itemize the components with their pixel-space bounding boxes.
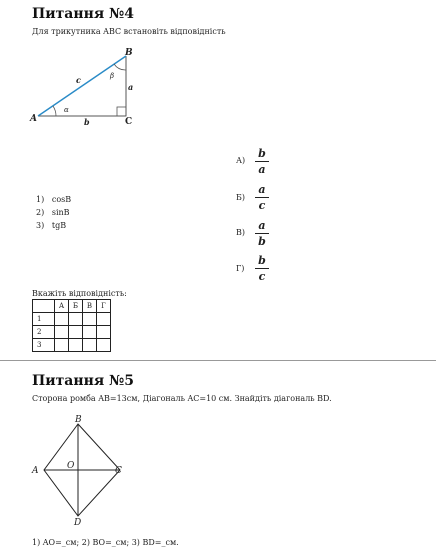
rhombus-vertex-b: B [75,415,82,425]
question-4-title: Питання №4 [32,6,135,22]
side-a-label: a [128,82,134,92]
angle-alpha-label: α [64,106,69,114]
answer-column-header-c: В [83,300,97,313]
side-b-label: b [84,117,90,127]
option-d-numerator: b [258,254,266,267]
vertex-c-label: C [125,117,133,127]
option-c-denominator: b [258,235,266,248]
answer-cell[interactable] [69,313,83,326]
item-1-text: cosB [51,195,72,204]
fraction-bar [255,268,269,269]
fraction-bar [255,233,269,234]
answer-cell[interactable] [83,339,97,352]
option-b-label: Б) [236,193,245,202]
answer-cell[interactable] [97,339,111,352]
answer-instruction: Вкажіть відповідність: [32,289,127,298]
question-5-answer-line: 1) AO=_см; 2) BO=_см; 3) BD=_см. [32,538,179,547]
answer-cell[interactable] [97,313,111,326]
option-c-numerator: a [258,219,266,232]
answer-cell[interactable] [55,326,69,339]
item-2 [36,208,70,217]
answer-row-header-1: 1 [33,313,55,326]
angle-alpha-arc [53,106,56,116]
answer-cell[interactable] [55,339,69,352]
answer-cell[interactable] [83,326,97,339]
answer-cell[interactable] [69,326,83,339]
option-d-fraction [255,255,269,282]
answer-row-3 [33,339,111,352]
answer-cell[interactable] [69,339,83,352]
answer-cell[interactable] [97,326,111,339]
answer-cell[interactable] [55,313,69,326]
rhombus-vertex-c: C [115,466,122,476]
right-angle-mark [117,107,126,116]
item-1 [36,195,71,204]
answer-table-header-row [33,300,111,313]
rhombus-center-o: O [67,461,75,471]
answer-row-2 [33,326,111,339]
rhombus-vertex-a: A [32,466,39,476]
option-c-label: В) [236,228,245,237]
item-1-number: 1) [36,195,45,204]
option-d-denominator: c [258,270,266,283]
rhombus-diagram [28,412,138,528]
triangle-side-c [38,56,126,116]
angle-beta-label: β [110,72,115,80]
rhombus-vertex-d: D [74,518,82,528]
option-a-label: А) [236,156,246,165]
option-a-denominator: a [258,163,266,176]
answer-column-header-b: Б [69,300,83,313]
option-a-fraction [255,148,269,175]
angle-beta-arc [114,64,126,70]
vertex-a-label: A [30,114,37,124]
fraction-bar [255,161,269,162]
item-2-text: sinB [51,208,70,217]
question-5-title: Питання №5 [32,373,135,389]
fraction-bar [255,197,269,198]
option-b-fraction [255,184,269,211]
question-4-prompt: Для трикутника ABC встановіть відповідність [32,27,226,36]
section-divider [0,360,436,361]
item-3-number: 3) [36,221,45,230]
item-3 [36,221,66,230]
option-c-fraction [255,220,269,247]
item-2-number: 2) [36,208,45,217]
question-5-prompt: Сторона ромба AB=13см, Діагональ AC=10 см. Знайдіть діагональ BD. [32,394,332,403]
answer-table-corner [33,300,55,313]
vertex-b-label: B [125,48,133,58]
answer-cell[interactable] [83,313,97,326]
answer-row-header-2: 2 [33,326,55,339]
item-3-text: tgB [51,221,67,230]
triangle-diagram [28,44,148,128]
option-b-numerator: a [258,183,266,196]
option-d-label: Г) [236,264,245,273]
option-b-denominator: c [258,199,266,212]
answer-row-1 [33,313,111,326]
answer-row-header-3: 3 [33,339,55,352]
side-c-label: c [76,75,81,85]
answer-column-header-a: А [55,300,69,313]
answer-column-header-d: Г [97,300,111,313]
answer-table [32,299,111,352]
option-a-numerator: b [258,147,266,160]
